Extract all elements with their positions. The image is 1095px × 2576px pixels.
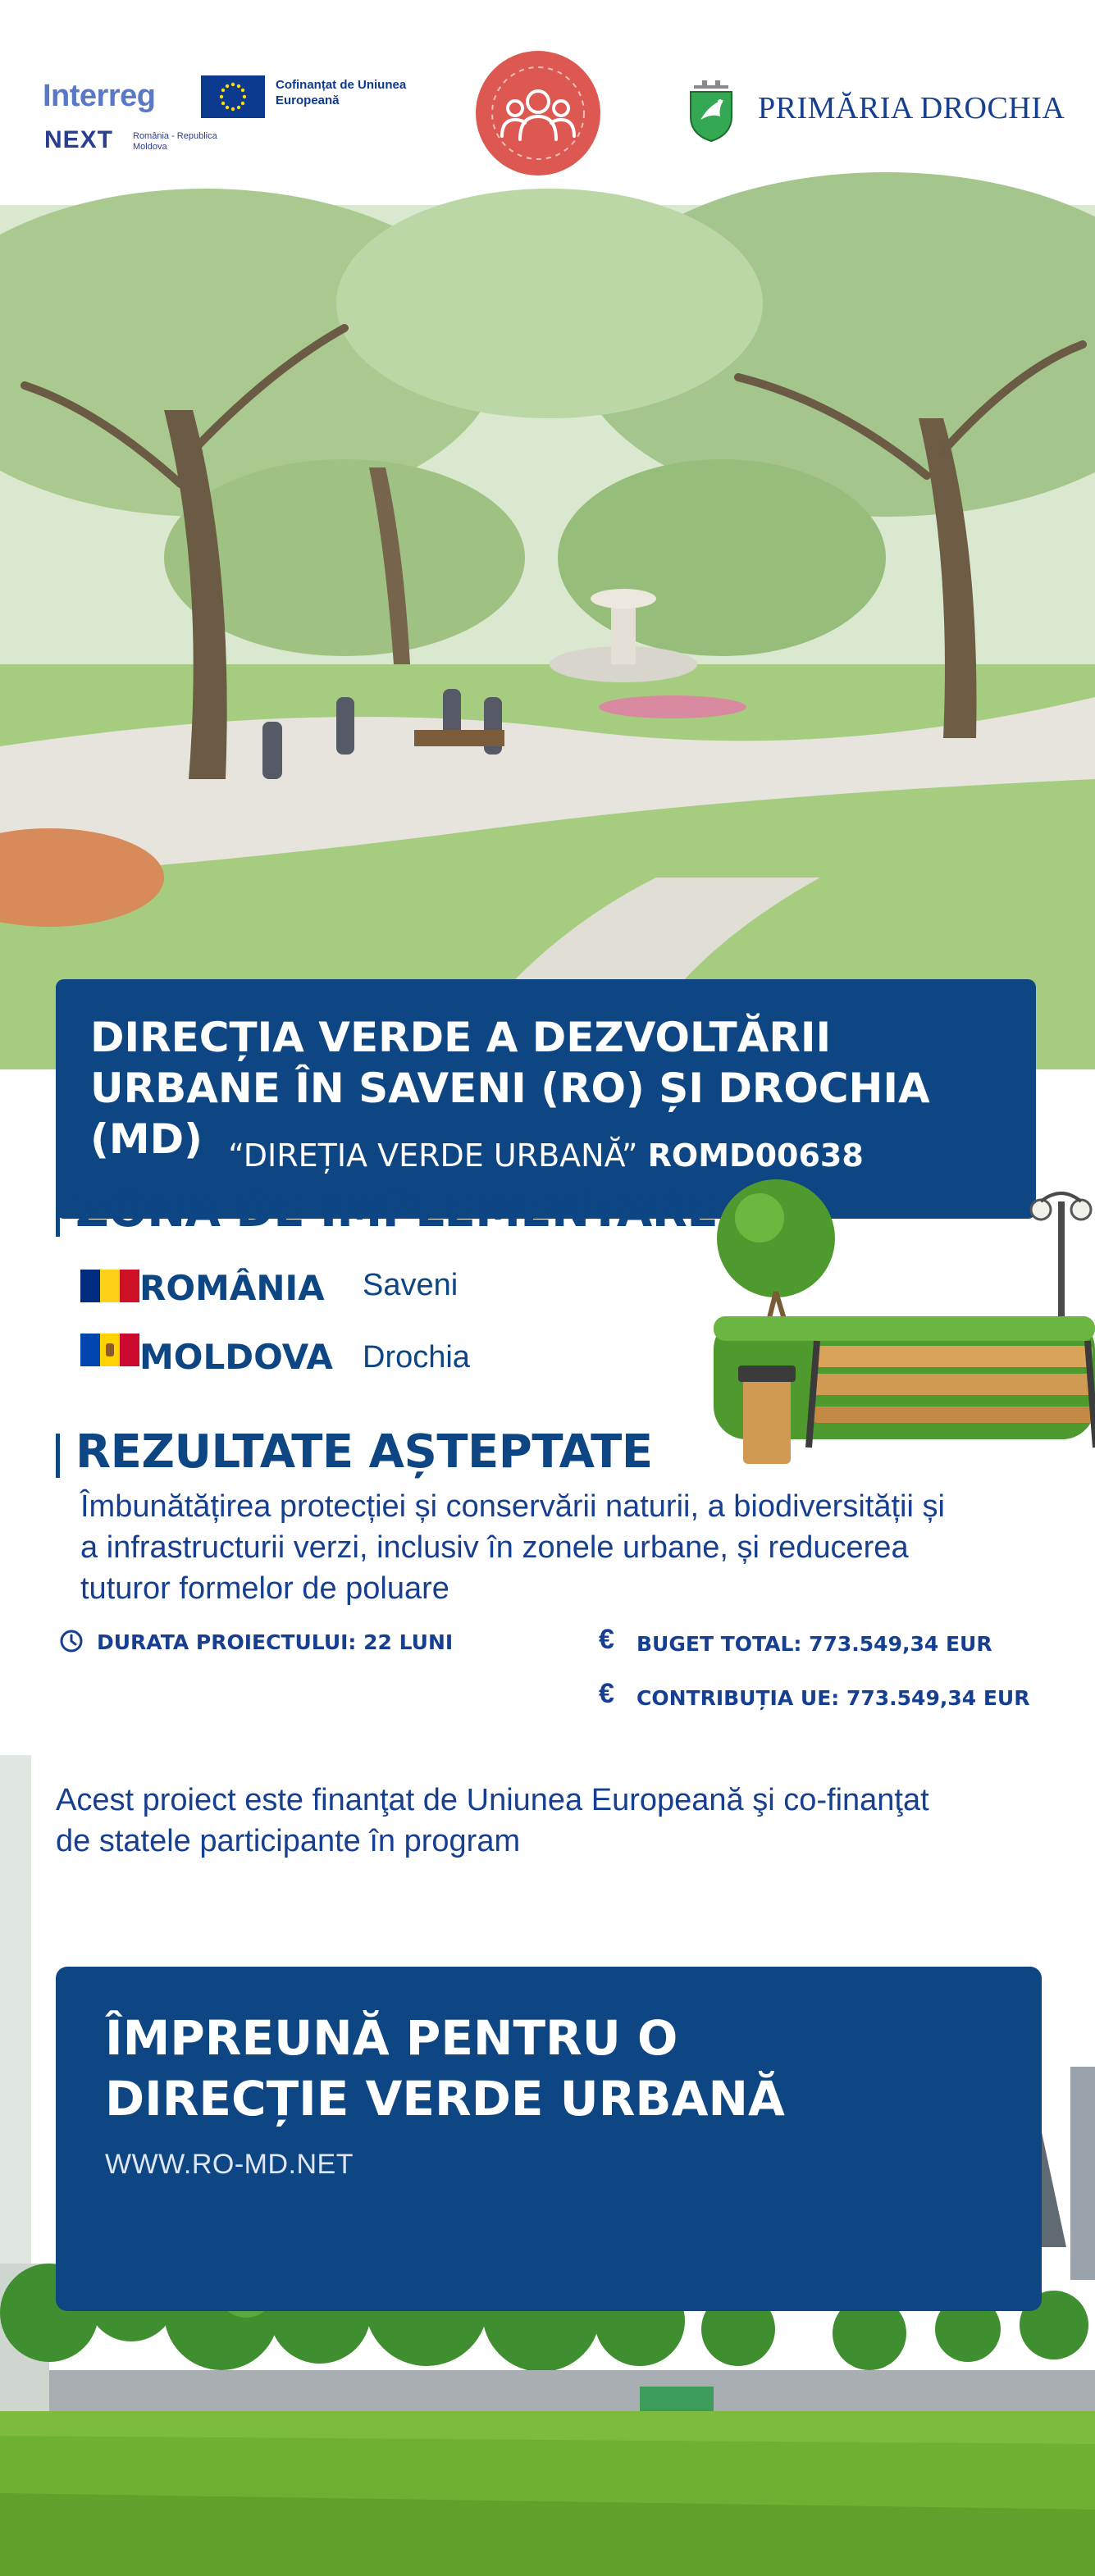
interreg-logo (43, 71, 420, 161)
results-heading: REZULTATE AȘTEPTATE (75, 1425, 653, 1479)
tagline-title: ÎMPREUNĂ PENTRU O DIRECȚIE VERDE URBANĂ (105, 2010, 785, 2127)
country-name: MOLDOVA (139, 1337, 333, 1377)
budget-label: BUGET TOTAL: 773.549,34 EUR (636, 1632, 992, 1656)
program-countries: România - Republica Moldova (133, 131, 217, 152)
moldova-flag-icon (80, 1334, 139, 1366)
project-name-quote: “DIREȚIA VERDE URBANĂ” (228, 1138, 638, 1174)
drochia-crest-icon (687, 77, 735, 143)
project-title: DIRECȚIA VERDE A DEZVOLTĂRII URBANE ÎN SAVENI (RO) ȘI DROCHIA (MD) (90, 1014, 930, 1163)
clock-icon (59, 1629, 84, 1653)
park-bench-illustration (710, 1169, 1095, 1489)
section-bar (56, 1192, 60, 1237)
city-name: Drochia (363, 1340, 470, 1375)
eu-contribution-label: CONTRIBUȚIA UE: 773.549,34 EUR (636, 1686, 1030, 1710)
country-name: ROMÂNIA (139, 1268, 325, 1308)
eu-cofinance-label: Cofinanțat de Uniunea Europeană (276, 78, 407, 107)
people-group-icon (476, 51, 600, 176)
project-code: ROMD00638 (647, 1138, 864, 1174)
section-bar (56, 1434, 60, 1478)
results-description: Îmbunătățirea protecției și conservării naturii, a biodiversității și a infrastructurii verzi, inclusiv în zonele urbane, și reducerea tuturor formelor de poluare (80, 1489, 945, 1606)
park-illustration (0, 205, 1095, 1069)
interreg-wordmark: Interreg (43, 79, 156, 113)
romania-flag-icon (80, 1270, 139, 1302)
duration-label: DURATA PROIECTULUI: 22 LUNI (97, 1630, 454, 1654)
implementation-heading: ZONA DE IMPLEMENTARE (75, 1184, 719, 1238)
euro-icon: € (599, 1678, 614, 1709)
next-wordmark: NEXT (44, 126, 114, 153)
municipality-name: PRIMĂRIA DROCHIA (758, 91, 1065, 125)
city-panorama-image (0, 1755, 1095, 2576)
tagline-box (56, 1967, 1042, 2311)
hero-park-image (0, 205, 1095, 1174)
funding-note: Acest proiect este finanţat de Uniunea Europeană şi co-finanţat de statele participante în program (56, 1783, 929, 1858)
eu-flag-icon (201, 75, 265, 118)
euro-icon: € (599, 1624, 614, 1655)
city-name: Saveni (363, 1268, 459, 1302)
drochia-municipality-logo (687, 75, 1073, 149)
website-link[interactable]: WWW.RO-MD.NET (105, 2149, 354, 2180)
